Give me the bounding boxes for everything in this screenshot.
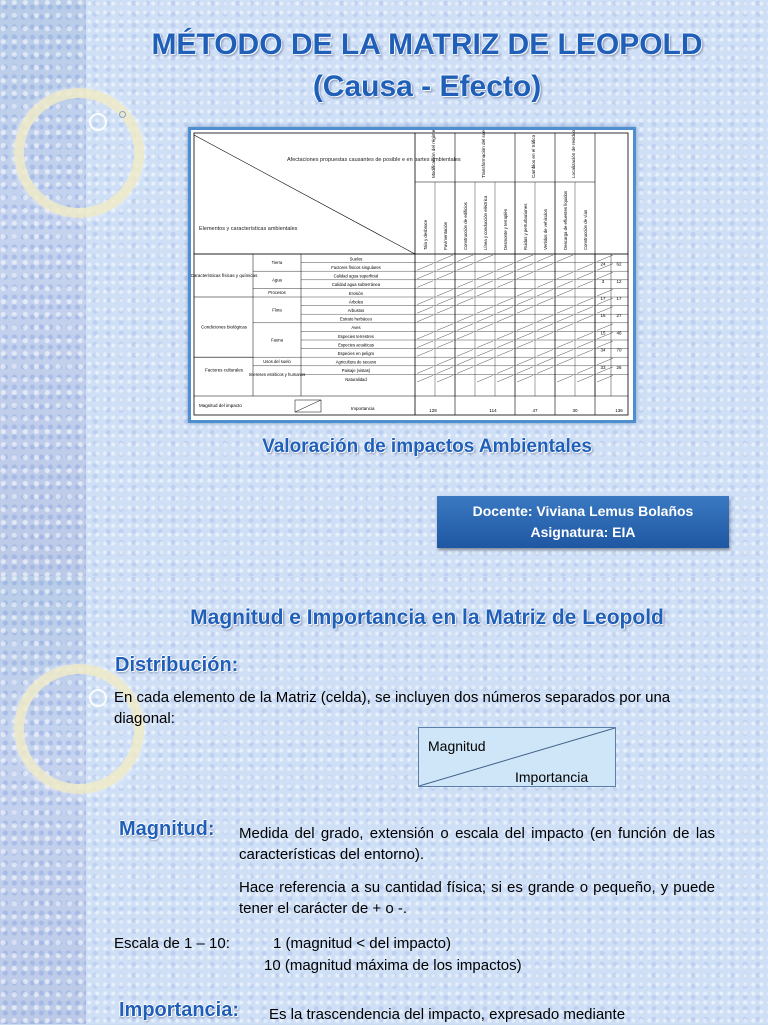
- column-total: 128: [429, 408, 437, 413]
- legend-importance: Importancia: [351, 406, 375, 411]
- factor-label: Factores físicos singulares: [331, 265, 381, 270]
- row-total-importance: 17: [616, 296, 622, 301]
- row-total-importance: 70: [616, 347, 622, 353]
- factor-label: Calidad agua subterránea: [331, 282, 381, 288]
- escala-1: 1 (magnitud < del impacto): [273, 935, 452, 952]
- row-total-importance: 27: [616, 313, 622, 319]
- leopold-matrix-image: [188, 127, 636, 423]
- row-total-importance: 26: [616, 364, 622, 370]
- row-total-magnitude: 16: [600, 313, 606, 319]
- diagram-importancia-label: Importancia: [515, 769, 589, 785]
- decor-ring-large: [14, 664, 144, 794]
- distribucion-text: En cada elemento de la Matriz (celda), se incluyen dos números separados por una diagonal:: [114, 689, 671, 727]
- magnitud-definition: Medida del grado, extensión o escala del impacto (en función de las características del entorno).: [239, 825, 715, 863]
- action-column-label: Tala y desbroce: [423, 219, 428, 250]
- subcategory-label: Flora: [272, 307, 282, 313]
- diagram-magnitud-label: Magnitud: [428, 738, 486, 754]
- row-total-importance: 46: [616, 330, 622, 336]
- category-label: Características físicas y químicas: [191, 273, 258, 278]
- factor-label: Árboles: [348, 299, 364, 305]
- factor-label: Aves: [351, 325, 361, 331]
- row-total-magnitude: 17: [600, 296, 606, 301]
- action-column-label: Pavimentación: [443, 221, 448, 250]
- decor-ring-tiny: [119, 111, 126, 118]
- slide-side-pattern: [0, 0, 87, 576]
- course-name: Asignatura: EIA: [530, 524, 636, 540]
- action-column-label: Línea y conducción eléctrica: [483, 195, 488, 250]
- factor-label: Erosión: [348, 290, 364, 296]
- action-column-label: Desmonte y terraplén: [503, 208, 508, 250]
- column-total: 136: [615, 408, 623, 413]
- category-label: Factores culturales: [204, 367, 244, 373]
- slide-title-line1: MÉTODO DE LA MATRIZ DE LEOPOLD: [151, 28, 703, 61]
- column-total: 30: [572, 408, 578, 413]
- factor-label: Suelos: [349, 256, 363, 262]
- slide-side-pattern: [0, 576, 87, 1024]
- row-total-magnitude: 3: [601, 278, 605, 284]
- teacher-info-panel: [437, 496, 729, 548]
- action-group-label: Cambios en el tráfico: [531, 134, 536, 178]
- magnitud-label: Magnitud:: [119, 818, 215, 840]
- action-column-label: Construcción de vías: [583, 209, 588, 250]
- row-total-importance: 62: [616, 261, 622, 267]
- factor-label: Paisaje (vistas): [341, 368, 371, 374]
- subcategory-label: Usos del suelo: [263, 359, 291, 364]
- action-group-label: Localización de residuos: [571, 130, 576, 178]
- factor-label: Estrato herbáceo: [340, 316, 372, 322]
- escala-10: 10 (magnitud máxima de los impactos): [264, 957, 522, 974]
- action-group-label: Modificación del régimen: [431, 130, 436, 178]
- category-label: Condiciones biológicas: [200, 324, 248, 330]
- action-column-label: Construcción de edificios: [463, 202, 468, 250]
- section-subtitle: Valoración de impactos Ambientales: [262, 436, 592, 457]
- decor-ring-large: [14, 88, 144, 218]
- row-total-magnitude: 34: [600, 347, 606, 353]
- distribucion-label: Distribución:: [115, 654, 239, 676]
- factor-label: Agricultura de secano: [335, 359, 377, 365]
- subcategory-label: Intereses estéticos y humanos: [248, 371, 306, 377]
- action-group-label: Transformación del suelo: [481, 130, 486, 178]
- legend-magnitude: Magnitud del impacto: [199, 403, 242, 408]
- action-column-label: Vertidos de vehículos: [543, 209, 548, 250]
- row-total-magnitude: 33: [600, 364, 606, 370]
- magnitud-physical-quantity: Hace referencia a su cantidad física; si es grande o pequeño, y puede tener el carácter de + o -.: [239, 879, 715, 917]
- factor-label: Especies en peligro: [337, 351, 375, 356]
- importancia-definition: Es la trascendencia del impacto, expresado mediante: [269, 1006, 626, 1023]
- matrix-row-header: Elementos y características ambientales: [199, 226, 298, 232]
- matrix-header-text: Afectaciones propuestas causantes de posible e en partes ambientales: [287, 157, 461, 163]
- action-column-label: Ruidos y perturbaciones: [523, 203, 528, 250]
- factor-label: Especies acuáticas: [338, 342, 374, 348]
- magnitude-importance-diagram: [418, 727, 616, 787]
- decor-ring-small: [89, 689, 107, 707]
- column-total: 47: [532, 408, 538, 413]
- factor-label: Naturalidad: [345, 376, 367, 382]
- factor-label: Especies terrestres: [338, 333, 374, 339]
- subcategory-label: Fauna: [271, 337, 283, 343]
- teacher-name: Docente: Viviana Lemus Bolaños: [472, 503, 694, 519]
- action-column-label: Descarga de efluentes líquidos: [563, 190, 568, 250]
- decor-ring-small: [89, 113, 107, 131]
- row-total-importance: 12: [616, 278, 622, 284]
- escala-label: Escala de 1 – 10:: [114, 935, 230, 952]
- row-total-magnitude: 15: [600, 330, 606, 336]
- importancia-label: Importancia:: [119, 999, 240, 1021]
- factor-label: Calidad agua superficial: [333, 273, 379, 279]
- row-total-magnitude: 24: [600, 261, 606, 267]
- slide2-title: Magnitud e Importancia en la Matriz de Leopold: [190, 606, 664, 629]
- leopold-matrix-svg: [191, 130, 633, 420]
- subcategory-label: Procesos: [268, 290, 286, 296]
- slide-title-line2: (Causa - Efecto): [312, 70, 542, 103]
- subcategory-label: Tierra: [271, 260, 283, 266]
- column-total: 114: [489, 408, 497, 413]
- factor-label: Arbustos: [347, 308, 365, 313]
- subcategory-label: Agua: [272, 277, 282, 283]
